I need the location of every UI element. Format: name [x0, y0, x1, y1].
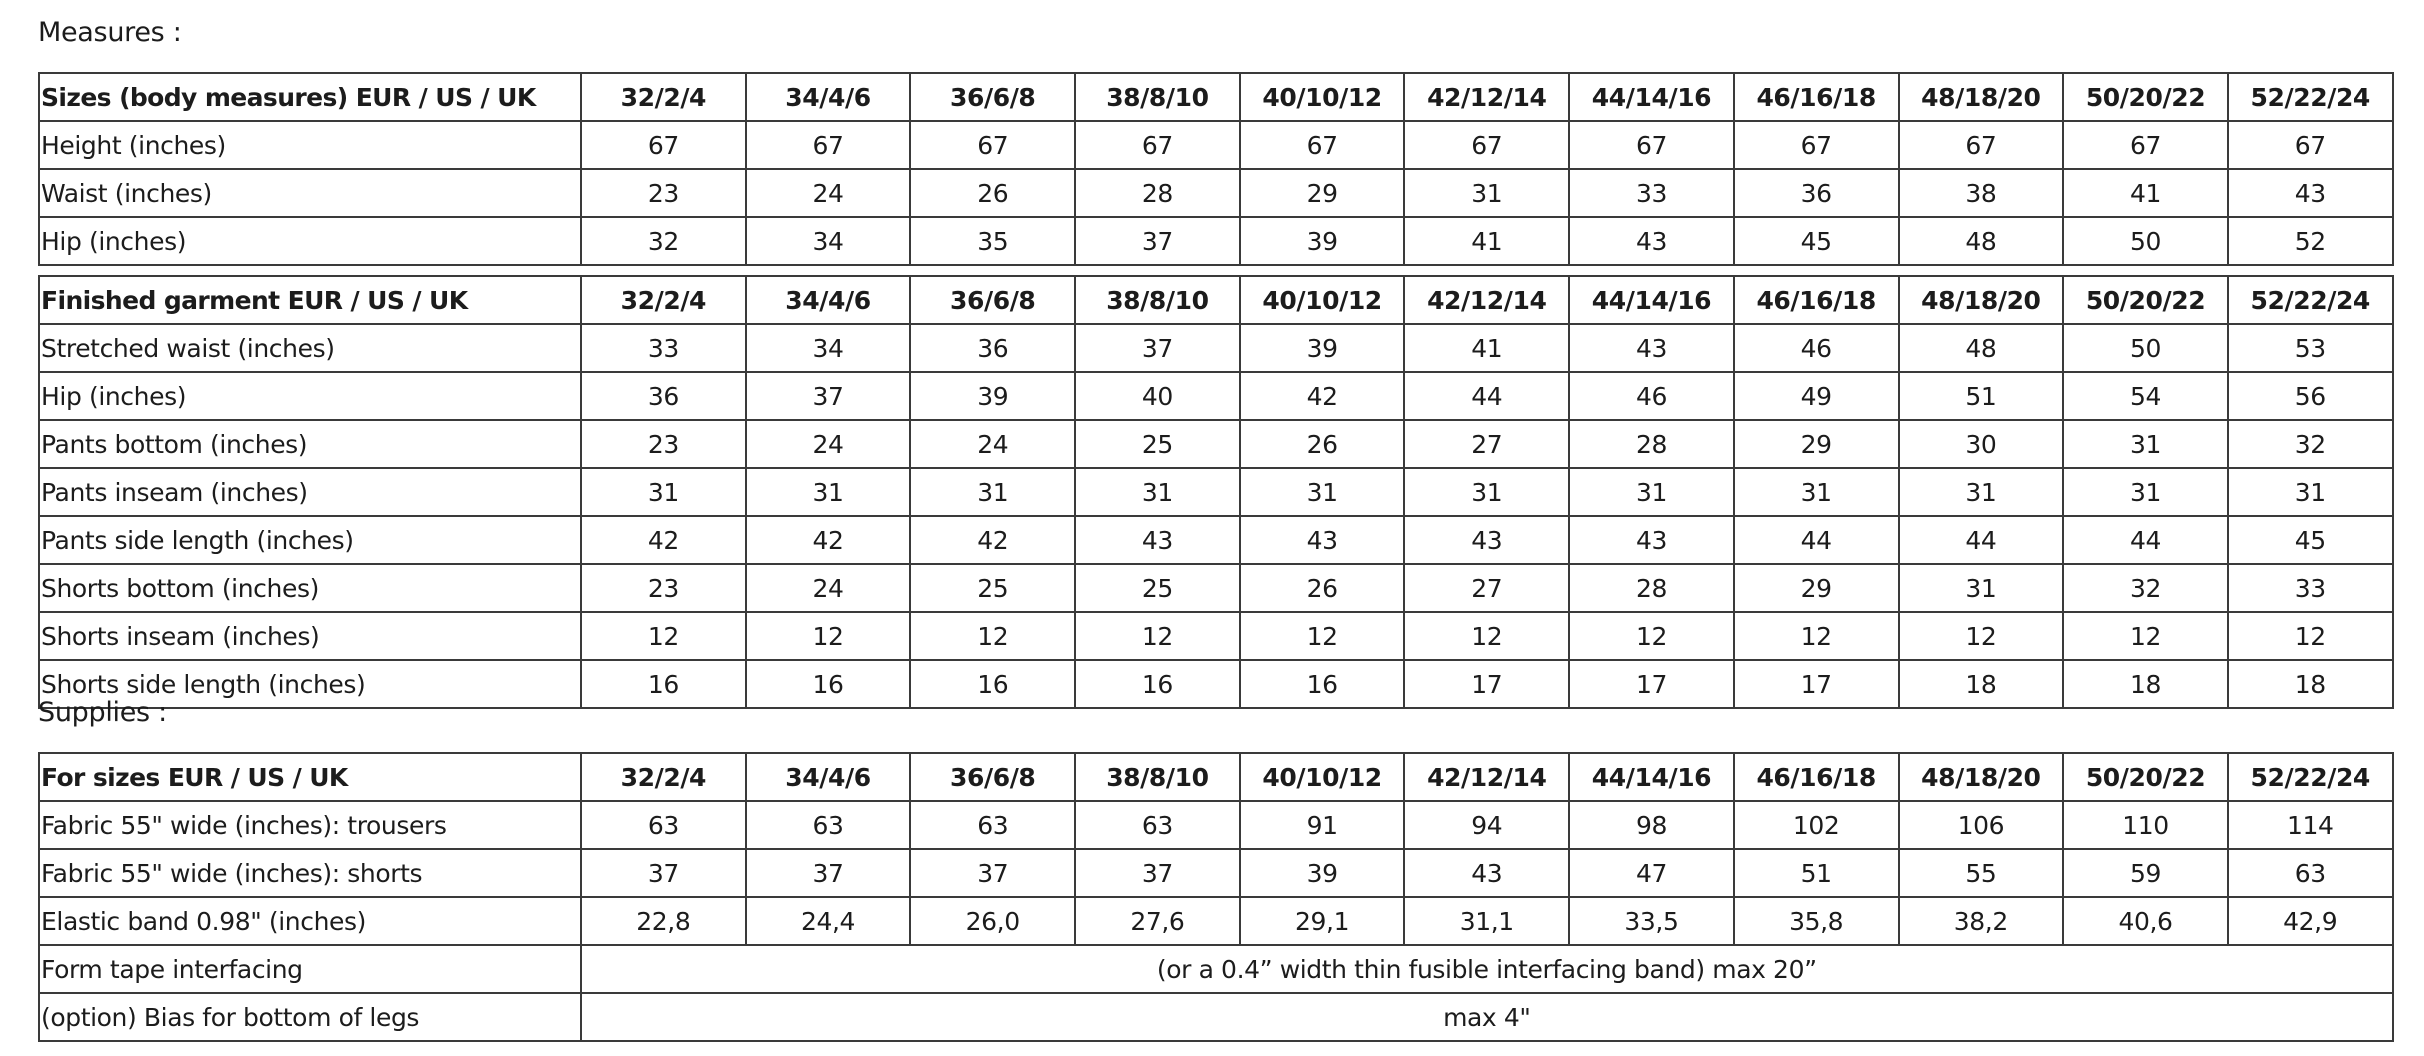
table-cell: 31	[1899, 564, 2064, 612]
table-cell: 98	[1569, 801, 1734, 849]
table-cell: 67	[2228, 121, 2393, 169]
size-header: 48/18/20	[1899, 73, 2064, 121]
row-label: Stretched waist (inches)	[39, 324, 581, 372]
table-cell: 36	[910, 324, 1075, 372]
table-cell: 24	[746, 420, 911, 468]
table-cell: 46	[1569, 372, 1734, 420]
table-cell: 26	[1240, 420, 1405, 468]
table-cell: 42	[1240, 372, 1405, 420]
table-cell: 55	[1899, 849, 2064, 897]
table-cell: 67	[1569, 121, 1734, 169]
table-cell: 40	[1075, 372, 1240, 420]
table-cell: 52	[2228, 217, 2393, 265]
table-cell: 12	[1899, 612, 2064, 660]
table-cell: 67	[1734, 121, 1899, 169]
supplies-table	[38, 752, 2394, 1042]
table-cell: 31	[1569, 468, 1734, 516]
table-cell: 43	[1075, 516, 1240, 564]
table-cell: 29	[1734, 420, 1899, 468]
table-row	[39, 801, 2393, 849]
table-cell: 17	[1734, 660, 1899, 708]
size-header: 38/8/10	[1075, 753, 1240, 801]
finished-garment-table	[38, 275, 2394, 709]
table-cell: 44	[1404, 372, 1569, 420]
table-cell: 37	[910, 849, 1075, 897]
size-header: 46/16/18	[1734, 753, 1899, 801]
table-cell: 28	[1569, 564, 1734, 612]
row-label: Elastic band 0.98" (inches)	[39, 897, 581, 945]
size-header: 52/22/24	[2228, 73, 2393, 121]
header-label: Finished garment EUR / US / UK	[39, 276, 581, 324]
table-cell: 39	[1240, 849, 1405, 897]
table-cell: 43	[1569, 217, 1734, 265]
table-cell: 67	[1240, 121, 1405, 169]
table-cell: 16	[1240, 660, 1405, 708]
table-cell: 48	[1899, 324, 2064, 372]
table-cell: 33	[1569, 169, 1734, 217]
table-cell: 24	[746, 564, 911, 612]
table-cell: 63	[2228, 849, 2393, 897]
row-label: Fabric 55" wide (inches): shorts	[39, 849, 581, 897]
table-cell: 31	[746, 468, 911, 516]
table-row	[39, 993, 2393, 1041]
table-cell: 102	[1734, 801, 1899, 849]
table-cell: 36	[1734, 169, 1899, 217]
table-cell: 50	[2063, 324, 2228, 372]
table-cell: 23	[581, 564, 746, 612]
row-label: Pants side length (inches)	[39, 516, 581, 564]
table-cell: 67	[746, 121, 911, 169]
table-cell: 28	[1075, 169, 1240, 217]
table-cell: 31	[2063, 420, 2228, 468]
table-cell: 91	[1240, 801, 1405, 849]
table-cell: 24,4	[746, 897, 911, 945]
table-cell: 31	[1075, 468, 1240, 516]
table-cell: 12	[1404, 612, 1569, 660]
table-cell: 12	[1240, 612, 1405, 660]
table-cell: 43	[1569, 516, 1734, 564]
table-cell: 41	[1404, 217, 1569, 265]
table-cell: 31	[910, 468, 1075, 516]
table-row	[39, 516, 2393, 564]
table-cell: 51	[1899, 372, 2064, 420]
table-cell: 34	[746, 324, 911, 372]
table-row	[39, 897, 2393, 945]
size-header: 50/20/22	[2063, 73, 2228, 121]
supplies-section-label: Supplies :	[38, 697, 167, 728]
spanning-cell: (or a 0.4” width thin fusible interfacing band) max 20”	[581, 945, 2393, 993]
row-label: Waist (inches)	[39, 169, 581, 217]
table-cell: 40,6	[2063, 897, 2228, 945]
table-cell: 56	[2228, 372, 2393, 420]
table-row	[39, 121, 2393, 169]
table-cell: 12	[1569, 612, 1734, 660]
table-row	[39, 660, 2393, 708]
size-header: 36/6/8	[910, 276, 1075, 324]
table-cell: 33,5	[1569, 897, 1734, 945]
table-cell: 43	[1240, 516, 1405, 564]
table-cell: 42	[581, 516, 746, 564]
size-header: 34/4/6	[746, 753, 911, 801]
table-cell: 16	[746, 660, 911, 708]
table-cell: 31	[2063, 468, 2228, 516]
table-cell: 106	[1899, 801, 2064, 849]
table-row	[39, 372, 2393, 420]
table-row	[39, 324, 2393, 372]
table-cell: 18	[1899, 660, 2064, 708]
measures-section-label: Measures :	[38, 17, 182, 48]
table-cell: 43	[1404, 516, 1569, 564]
table-cell: 39	[1240, 324, 1405, 372]
row-label: (option) Bias for bottom of legs	[39, 993, 581, 1041]
size-header: 32/2/4	[581, 753, 746, 801]
table-cell: 67	[1404, 121, 1569, 169]
table-cell: 94	[1404, 801, 1569, 849]
size-header: 34/4/6	[746, 276, 911, 324]
table-cell: 42	[910, 516, 1075, 564]
size-header: 50/20/22	[2063, 276, 2228, 324]
table-row	[39, 612, 2393, 660]
table-cell: 16	[1075, 660, 1240, 708]
table-cell: 12	[1734, 612, 1899, 660]
table-cell: 46	[1734, 324, 1899, 372]
table-header-row	[39, 73, 2393, 121]
table-cell: 37	[746, 372, 911, 420]
table-cell: 63	[746, 801, 911, 849]
spanning-cell: max 4"	[581, 993, 2393, 1041]
table-cell: 31	[1240, 468, 1405, 516]
table-cell: 17	[1569, 660, 1734, 708]
row-label: Pants bottom (inches)	[39, 420, 581, 468]
table-cell: 25	[1075, 420, 1240, 468]
size-header: 52/22/24	[2228, 753, 2393, 801]
table-cell: 35	[910, 217, 1075, 265]
size-header: 36/6/8	[910, 73, 1075, 121]
table-cell: 67	[1899, 121, 2064, 169]
table-cell: 12	[2063, 612, 2228, 660]
table-cell: 42	[746, 516, 911, 564]
table-cell: 24	[910, 420, 1075, 468]
table-cell: 110	[2063, 801, 2228, 849]
size-header: 48/18/20	[1899, 753, 2064, 801]
table-cell: 53	[2228, 324, 2393, 372]
header-label: Sizes (body measures) EUR / US / UK	[39, 73, 581, 121]
table-cell: 30	[1899, 420, 2064, 468]
table-cell: 54	[2063, 372, 2228, 420]
table-cell: 67	[910, 121, 1075, 169]
table-cell: 59	[2063, 849, 2228, 897]
size-header: 34/4/6	[746, 73, 911, 121]
table-cell: 67	[2063, 121, 2228, 169]
table-cell: 29	[1734, 564, 1899, 612]
table-cell: 12	[581, 612, 746, 660]
table-cell: 31	[2228, 468, 2393, 516]
table-cell: 42,9	[2228, 897, 2393, 945]
table-cell: 29,1	[1240, 897, 1405, 945]
table-row	[39, 217, 2393, 265]
table-cell: 27	[1404, 564, 1569, 612]
table-cell: 63	[1075, 801, 1240, 849]
table-cell: 41	[2063, 169, 2228, 217]
table-cell: 44	[2063, 516, 2228, 564]
table-cell: 37	[1075, 217, 1240, 265]
table-cell: 114	[2228, 801, 2393, 849]
table-cell: 37	[746, 849, 911, 897]
table-cell: 47	[1569, 849, 1734, 897]
table-cell: 36	[581, 372, 746, 420]
size-header: 42/12/14	[1404, 73, 1569, 121]
table-cell: 29	[1240, 169, 1405, 217]
row-label: Shorts side length (inches)	[39, 660, 581, 708]
table-cell: 37	[581, 849, 746, 897]
size-header: 40/10/12	[1240, 276, 1405, 324]
table-cell: 25	[910, 564, 1075, 612]
row-label: Pants inseam (inches)	[39, 468, 581, 516]
table-cell: 43	[1404, 849, 1569, 897]
size-header: 46/16/18	[1734, 73, 1899, 121]
table-cell: 24	[746, 169, 911, 217]
size-header: 36/6/8	[910, 753, 1075, 801]
table-cell: 67	[581, 121, 746, 169]
size-header: 42/12/14	[1404, 276, 1569, 324]
table-header-row	[39, 753, 2393, 801]
table-cell: 31	[1899, 468, 2064, 516]
table-row	[39, 420, 2393, 468]
size-header: 52/22/24	[2228, 276, 2393, 324]
table-cell: 18	[2228, 660, 2393, 708]
table-row	[39, 945, 2393, 993]
table-cell: 34	[746, 217, 911, 265]
table-cell: 12	[746, 612, 911, 660]
row-label: Form tape interfacing	[39, 945, 581, 993]
table-cell: 31	[581, 468, 746, 516]
row-label: Hip (inches)	[39, 372, 581, 420]
table-cell: 18	[2063, 660, 2228, 708]
table-cell: 25	[1075, 564, 1240, 612]
table-cell: 17	[1404, 660, 1569, 708]
table-row	[39, 849, 2393, 897]
table-cell: 43	[1569, 324, 1734, 372]
table-cell: 31	[1404, 468, 1569, 516]
table-cell: 23	[581, 169, 746, 217]
table-cell: 51	[1734, 849, 1899, 897]
table-header-row	[39, 276, 2393, 324]
table-cell: 45	[1734, 217, 1899, 265]
table-cell: 31	[1734, 468, 1899, 516]
table-cell: 63	[581, 801, 746, 849]
table-cell: 22,8	[581, 897, 746, 945]
size-header: 38/8/10	[1075, 73, 1240, 121]
table-cell: 28	[1569, 420, 1734, 468]
table-cell: 48	[1899, 217, 2064, 265]
table-cell: 35,8	[1734, 897, 1899, 945]
row-label: Shorts bottom (inches)	[39, 564, 581, 612]
table-row	[39, 169, 2393, 217]
size-header: 32/2/4	[581, 73, 746, 121]
size-header: 40/10/12	[1240, 753, 1405, 801]
table-cell: 26	[1240, 564, 1405, 612]
size-header: 32/2/4	[581, 276, 746, 324]
table-cell: 16	[910, 660, 1075, 708]
table-cell: 12	[1075, 612, 1240, 660]
table-cell: 31	[1404, 169, 1569, 217]
row-label: Height (inches)	[39, 121, 581, 169]
table-cell: 32	[2063, 564, 2228, 612]
table-row	[39, 468, 2393, 516]
table-cell: 45	[2228, 516, 2393, 564]
table-cell: 33	[2228, 564, 2393, 612]
size-header: 44/14/16	[1569, 73, 1734, 121]
table-cell: 41	[1404, 324, 1569, 372]
table-cell: 39	[910, 372, 1075, 420]
size-header: 44/14/16	[1569, 276, 1734, 324]
table-cell: 37	[1075, 849, 1240, 897]
table-cell: 44	[1734, 516, 1899, 564]
size-header: 50/20/22	[2063, 753, 2228, 801]
table-cell: 26	[910, 169, 1075, 217]
table-cell: 32	[581, 217, 746, 265]
table-cell: 33	[581, 324, 746, 372]
size-header: 40/10/12	[1240, 73, 1405, 121]
table-cell: 44	[1899, 516, 2064, 564]
table-cell: 26,0	[910, 897, 1075, 945]
table-cell: 27,6	[1075, 897, 1240, 945]
table-cell: 63	[910, 801, 1075, 849]
table-row	[39, 564, 2393, 612]
row-label: Fabric 55" wide (inches): trousers	[39, 801, 581, 849]
row-label: Shorts inseam (inches)	[39, 612, 581, 660]
row-label: Hip (inches)	[39, 217, 581, 265]
table-cell: 39	[1240, 217, 1405, 265]
table-cell: 23	[581, 420, 746, 468]
table-cell: 31,1	[1404, 897, 1569, 945]
size-header: 46/16/18	[1734, 276, 1899, 324]
table-cell: 67	[1075, 121, 1240, 169]
table-cell: 49	[1734, 372, 1899, 420]
body-measures-table	[38, 72, 2394, 266]
table-cell: 12	[910, 612, 1075, 660]
size-header: 48/18/20	[1899, 276, 2064, 324]
size-header: 44/14/16	[1569, 753, 1734, 801]
table-cell: 37	[1075, 324, 1240, 372]
header-label: For sizes EUR / US / UK	[39, 753, 581, 801]
table-cell: 38	[1899, 169, 2064, 217]
table-cell: 32	[2228, 420, 2393, 468]
size-header: 42/12/14	[1404, 753, 1569, 801]
table-cell: 43	[2228, 169, 2393, 217]
table-cell: 38,2	[1899, 897, 2064, 945]
size-header: 38/8/10	[1075, 276, 1240, 324]
table-cell: 50	[2063, 217, 2228, 265]
table-cell: 12	[2228, 612, 2393, 660]
table-cell: 16	[581, 660, 746, 708]
table-cell: 27	[1404, 420, 1569, 468]
